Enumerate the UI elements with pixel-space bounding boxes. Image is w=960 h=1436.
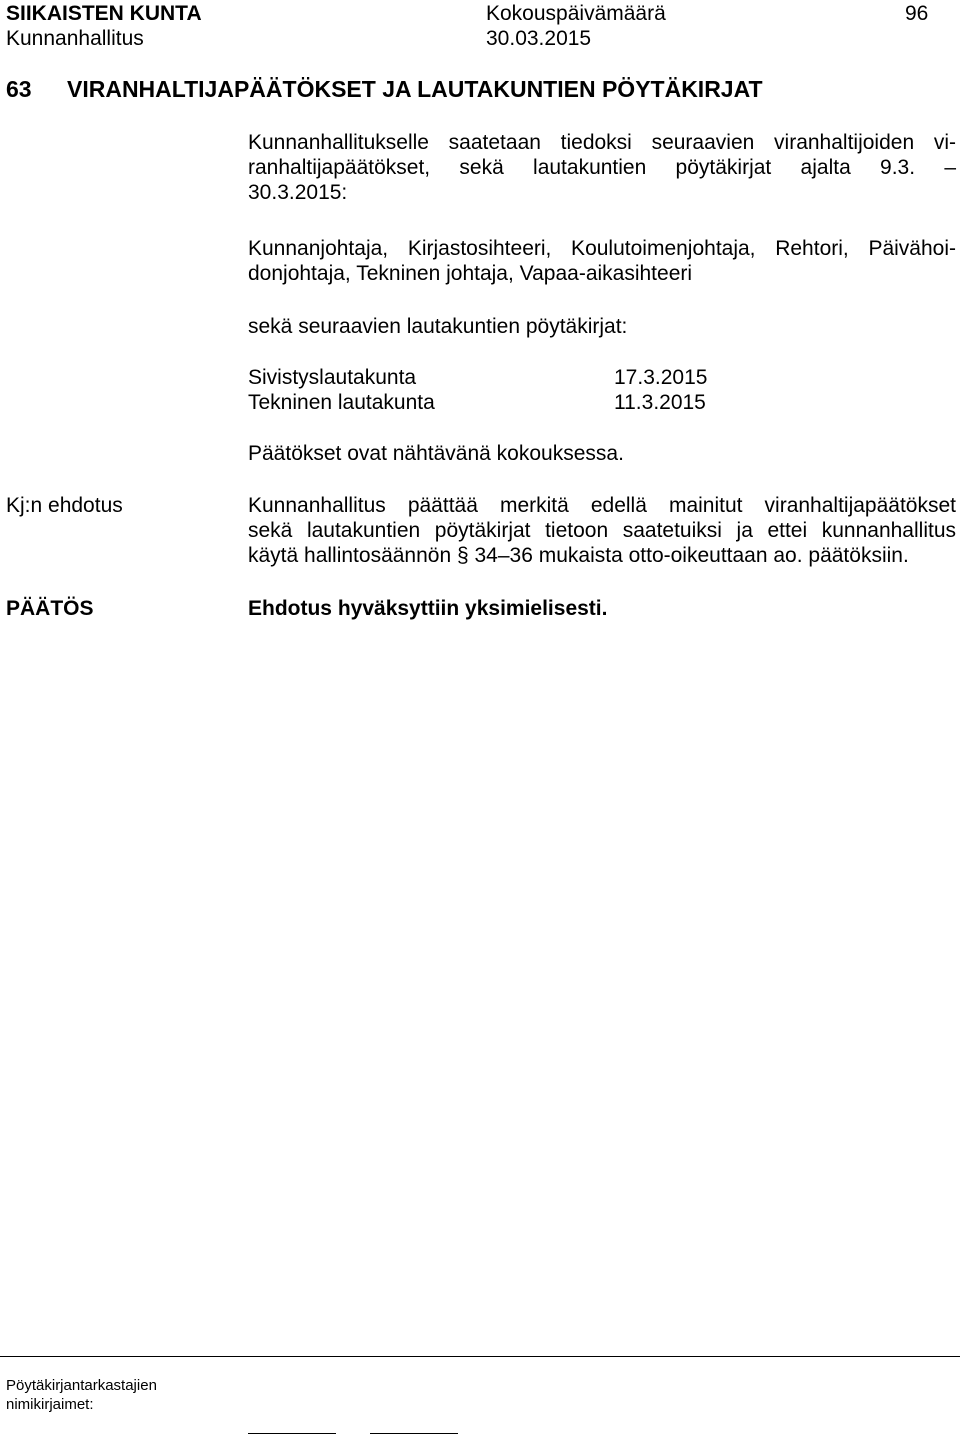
boards-intro: sekä seuraavien lautakuntien pöytäkirjat: — [248, 315, 628, 338]
footer-label-line-2: nimikirjaimet: — [6, 1396, 94, 1413]
intro-line-1: Kunnanhallitukselle saatetaan tiedoksi seuraavien viranhaltijoiden vi- — [248, 131, 956, 154]
decision-label: PÄÄTÖS — [6, 597, 94, 620]
board-name: Tekninen lautakunta — [248, 391, 435, 414]
intro-line-3: 30.3.2015: — [248, 181, 348, 204]
initials-line-2 — [370, 1433, 458, 1434]
section-number: 63 — [6, 76, 32, 102]
decision-text: Ehdotus hyväksyttiin yksimielisesti. — [248, 597, 608, 620]
availability-note: Päätökset ovat nähtävänä kokouksessa. — [248, 442, 624, 465]
section-title: VIRANHALTIJAPÄÄTÖKSET JA LAUTAKUNTIEN PÖYTÄKIRJAT — [67, 76, 763, 102]
officials-line-2: donjohtaja, Tekninen johtaja, Vapaa-aikasihteeri — [248, 262, 693, 285]
proposal-line-1: Kunnanhallitus päättää merkitä edellä mainitut viranhaltijapäätökset — [248, 494, 956, 517]
proposal-label: Kj:n ehdotus — [6, 494, 123, 517]
date-label: Kokouspäivämäärä — [486, 2, 666, 25]
proposal-paragraph — [248, 493, 956, 568]
intro-line-2: ranhaltijapäätökset, sekä lautakuntien pöytäkirjat ajalta 9.3. – — [248, 156, 956, 179]
initials-line-1 — [248, 1433, 336, 1434]
organization-name: SIIKAISTEN KUNTA — [6, 2, 202, 25]
body-name: Kunnanhallitus — [6, 27, 144, 50]
intro-paragraph — [248, 130, 956, 205]
meeting-date: 30.03.2015 — [486, 27, 592, 50]
officials-line-1: Kunnanjohtaja, Kirjastosihteeri, Koulutoimenjohtaja, Rehtori, Päivähoi- — [248, 237, 956, 260]
board-date: 11.3.2015 — [614, 391, 706, 414]
footer-divider — [0, 1356, 960, 1357]
board-date: 17.3.2015 — [614, 366, 708, 389]
board-name: Sivistyslautakunta — [248, 366, 417, 389]
page-number: 96 — [905, 2, 929, 25]
proposal-line-2: sekä lautakuntien pöytäkirjat tietoon saatetuiksi ja ettei kunnanhallitus — [248, 519, 956, 542]
proposal-line-3: käytä hallintosäännön § 34–36 mukaista otto-oikeuttaan ao. päätöksiin. — [248, 544, 909, 567]
officials-paragraph — [248, 236, 956, 286]
footer-label-line-1: Pöytäkirjantarkastajien — [6, 1377, 157, 1394]
